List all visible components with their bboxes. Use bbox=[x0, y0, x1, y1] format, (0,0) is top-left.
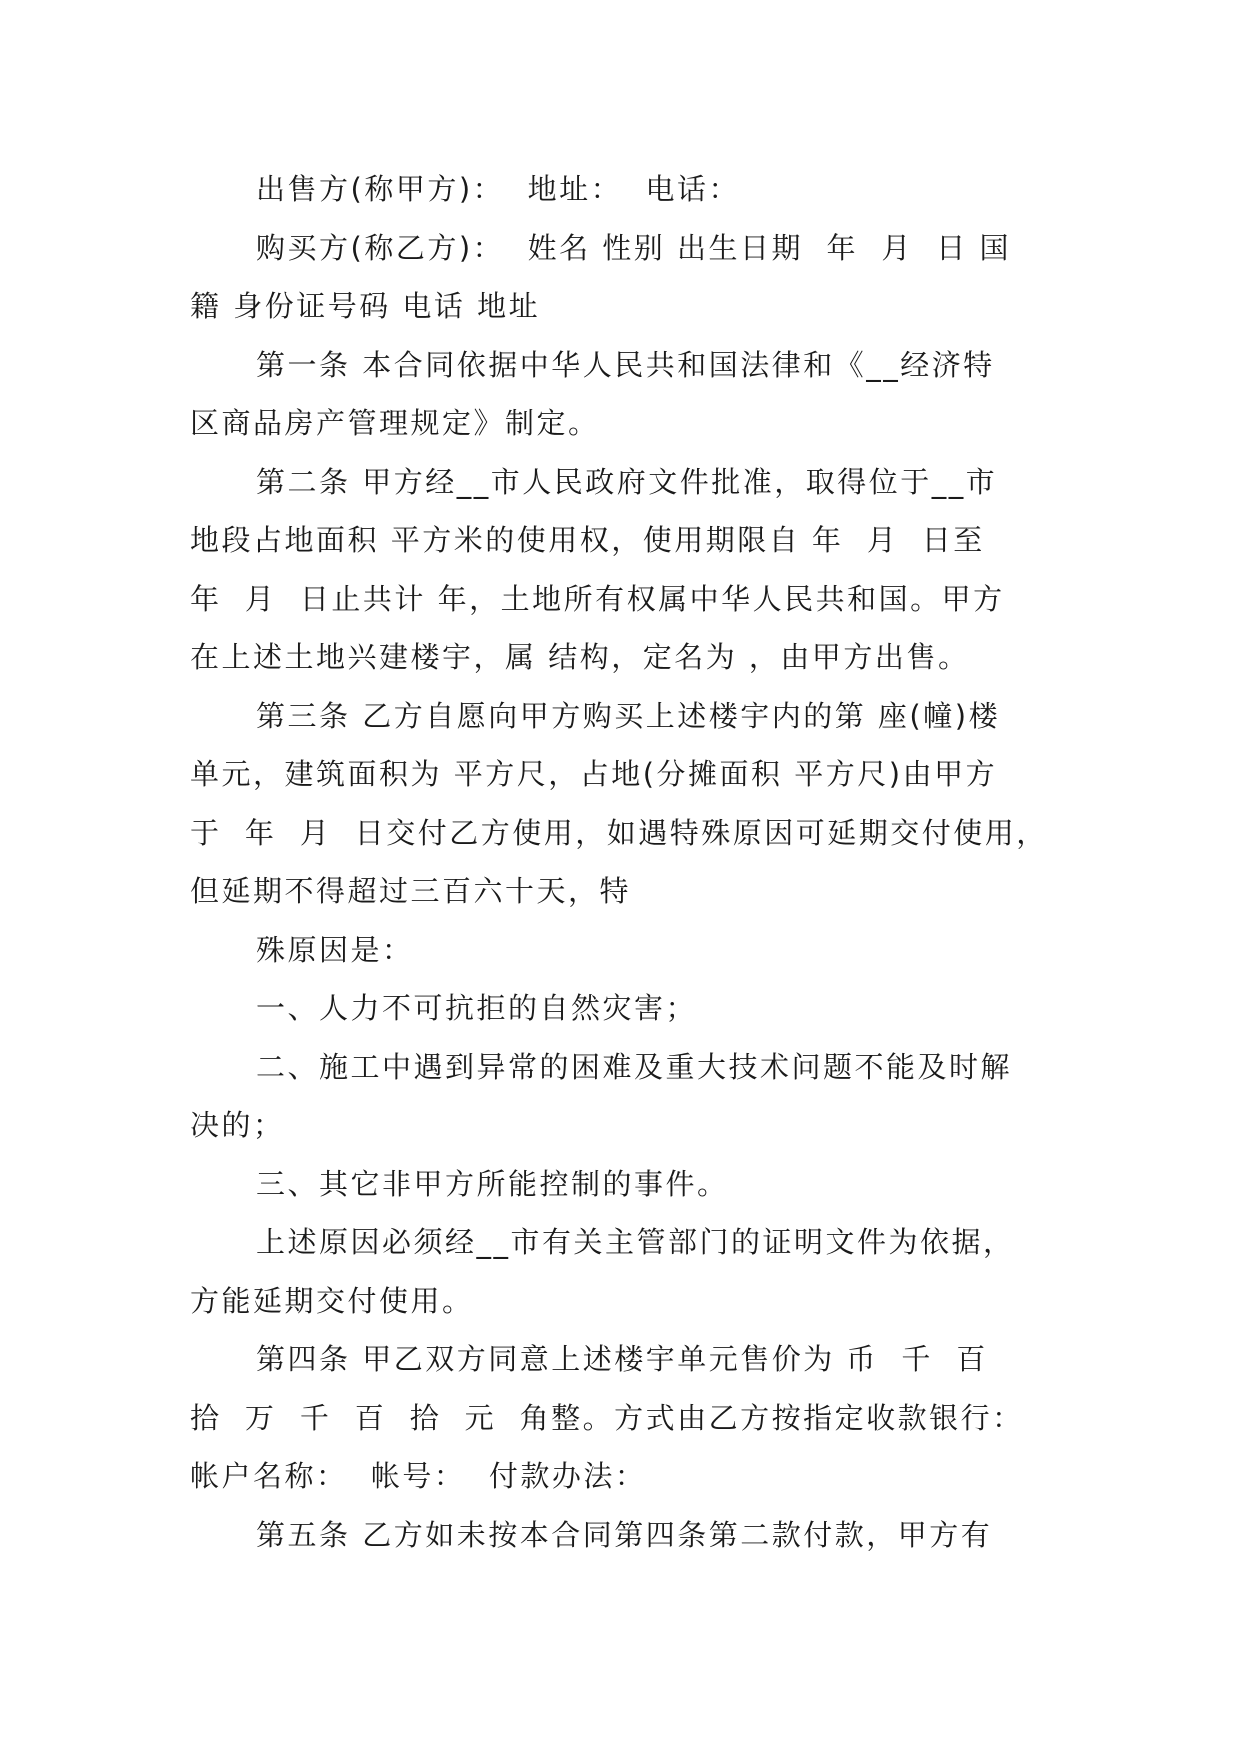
list-item-1 bbox=[190, 979, 1052, 1038]
text-line: 上述原因必须经__市有关主管部门的证明文件为依据， bbox=[256, 1225, 1015, 1259]
text-line: 第一条 本合同依据中华人民共和国法律和《__经济特 bbox=[256, 347, 995, 382]
list-item-2 bbox=[190, 1038, 1052, 1155]
text-line: 出售方(称甲方)： 地址： 电话： bbox=[256, 172, 741, 206]
text-line: 但延期不得超过三百六十天，特 bbox=[190, 874, 632, 908]
text-line: 方能延期交付使用。 bbox=[190, 1283, 474, 1318]
document-body bbox=[190, 160, 1052, 1564]
text-line: 三、其它非甲方所能控制的事件。 bbox=[256, 1166, 729, 1201]
text-line: 二、施工中遇到异常的困难及重大技术问题不能及时解 bbox=[256, 1049, 1013, 1084]
paragraph-proof bbox=[190, 1213, 1052, 1330]
text-line: 籍 身份证号码 电话 地址 bbox=[190, 289, 541, 323]
list-item-3 bbox=[190, 1155, 1052, 1214]
text-line: 第五条 乙方如未按本合同第四条第二款付款，甲方有 bbox=[256, 1517, 993, 1552]
text-line: 一、人力不可抗拒的自然灾害； bbox=[256, 991, 698, 1025]
text-line: 帐户名称： 帐号： 付款办法： bbox=[190, 1459, 647, 1493]
text-line: 殊原因是： bbox=[256, 932, 414, 967]
paragraph-article-4 bbox=[190, 1330, 1052, 1506]
paragraph-seller bbox=[190, 160, 1052, 219]
text-line: 于 年 月 日交付乙方使用，如遇特殊原因可延期交付使用， bbox=[190, 815, 1048, 850]
text-line: 区商品房产管理规定》制定。 bbox=[190, 406, 600, 440]
text-line: 在上述土地兴建楼宇，属 结构，定名为 ，由甲方出售。 bbox=[190, 640, 970, 674]
text-line: 第三条 乙方自愿向甲方购买上述楼宇内的第 座(幢)楼 bbox=[256, 698, 1001, 733]
text-line: 决的； bbox=[190, 1108, 285, 1142]
paragraph-special-reasons bbox=[190, 921, 1052, 980]
text-line: 年 月 日止共计 年，土地所有权属中华人民共和国。甲方 bbox=[190, 581, 1005, 616]
paragraph-article-3 bbox=[190, 687, 1052, 921]
text-line: 拾 万 千 百 拾 元 角整。方式由乙方按指定收款银行： bbox=[190, 1400, 1024, 1435]
text-line: 单元，建筑面积为 平方尺，占地(分摊面积 平方尺)由甲方 bbox=[190, 757, 998, 791]
paragraph-article-5 bbox=[190, 1506, 1052, 1565]
paragraph-article-2 bbox=[190, 453, 1052, 687]
text-line: 地段占地面积 平方米的使用权，使用期限自 年 月 日至 bbox=[190, 523, 985, 557]
text-line: 第四条 甲乙双方同意上述楼宇单元售价为 币 千 百 bbox=[256, 1342, 988, 1376]
text-line: 第二条 甲方经__市人民政府文件批准，取得位于__市 bbox=[256, 464, 998, 499]
paragraph-article-1 bbox=[190, 336, 1052, 453]
paragraph-buyer bbox=[190, 219, 1052, 336]
text-line: 购买方(称乙方)： 姓名 性别 出生日期 年 月 日 国 bbox=[256, 230, 1012, 265]
